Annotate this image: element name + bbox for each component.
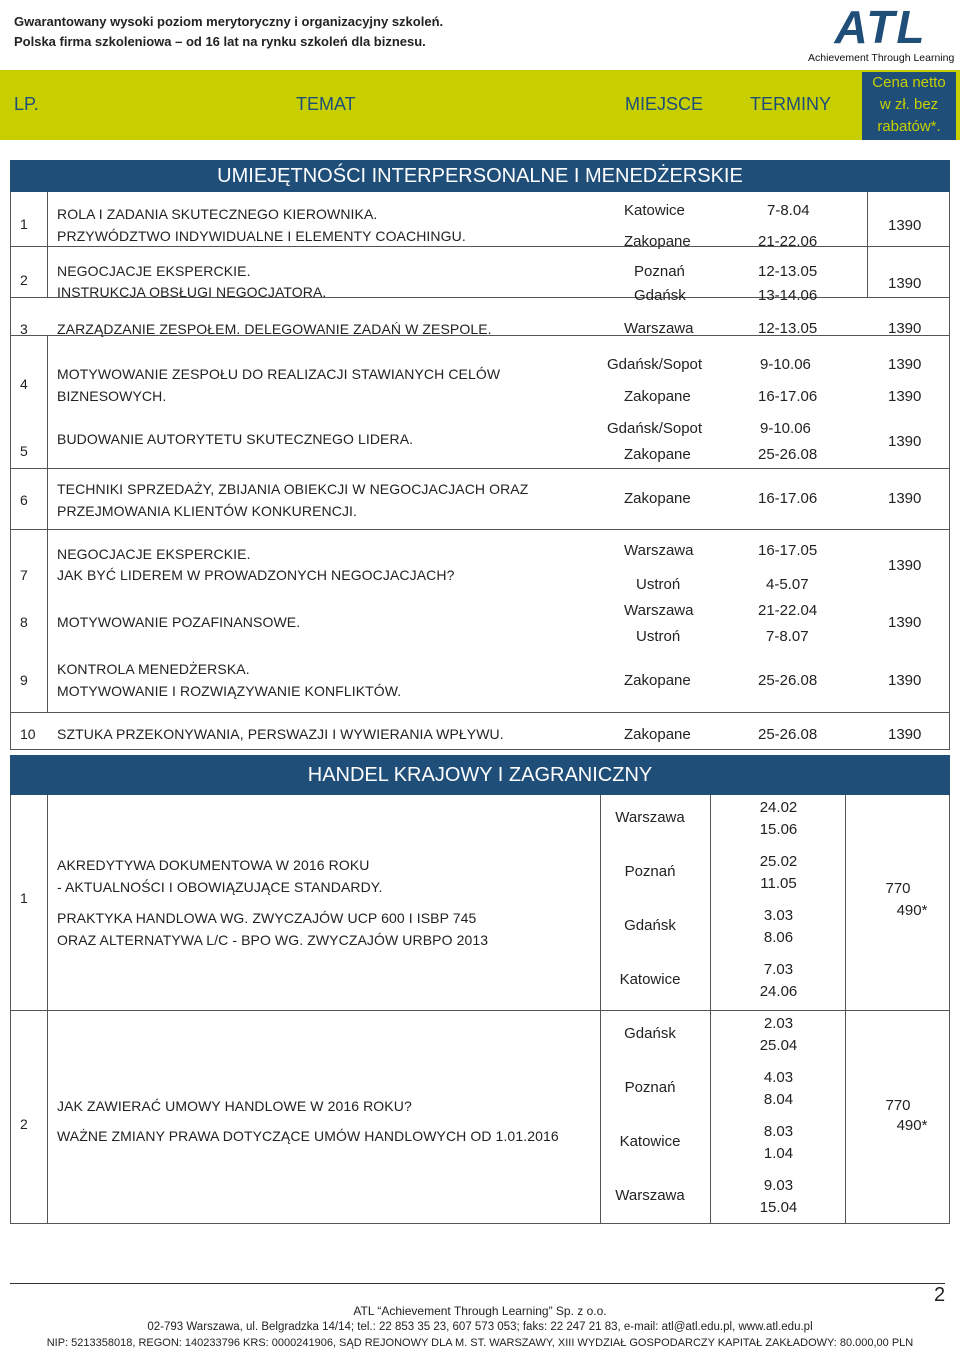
row8-place-2: Ustroń: [636, 628, 681, 645]
col-lp: LP.: [14, 94, 39, 114]
row7-place-1: Warszawa: [624, 542, 694, 559]
tagline-1: Gwarantowany wysoki poziom merytoryczny i organizacyjny szkoleń.: [14, 14, 444, 29]
trade-row2-date-3b: 1.04: [763, 1145, 794, 1162]
row1-place-2: Zakopane: [624, 233, 691, 250]
trade-row1-place-4: Katowice: [619, 971, 681, 988]
trade-row2-place-4: Warszawa: [615, 1187, 685, 1204]
row3-price: 1390: [888, 320, 922, 337]
row3-place: Warszawa: [624, 320, 694, 337]
row6-topic-2: PRZEJMOWANIA KLIENTÓW KONKURENCJI.: [57, 503, 358, 519]
row7-lp: 7: [20, 567, 28, 583]
col-cena-1: Cena netto: [872, 74, 946, 91]
trade-row1-topic-1: AKREDYTYWA DOKUMENTOWA W 2016 ROKU: [57, 857, 370, 873]
row2-lp: 2: [20, 272, 28, 288]
row4-topic-2: BIZNESOWYCH.: [57, 388, 167, 404]
row2-place-1: Poznań: [634, 263, 685, 280]
row1-date-2: 21-22.06: [758, 233, 818, 250]
trade-row1-date-2b: 11.05: [760, 875, 797, 892]
trade-row2-date-4a: 9.03: [763, 1177, 794, 1194]
trade-row1-price-1: 770: [885, 880, 911, 897]
row5-date-2: 25-26.08: [758, 446, 818, 463]
section-title-trade: HANDEL KRAJOWY I ZAGRANICZNY: [10, 755, 950, 795]
page-number: 2: [934, 1284, 946, 1306]
row8-date-2: 7-8.07: [766, 628, 809, 645]
trade-row1-date-4b: 24.06: [759, 983, 798, 1000]
trade-row2-lp: 2: [20, 1116, 28, 1132]
trade-row2-place-1: Gdańsk: [624, 1025, 676, 1042]
trade-row2-date-1b: 25.04: [759, 1037, 798, 1054]
trade-row1-lp: 1: [20, 890, 28, 906]
row8-place-1: Warszawa: [624, 602, 694, 619]
row9-lp: 9: [20, 672, 28, 688]
row2-topic-2: INSTRUKCJA OBSŁUGI NEGOCJATORA.: [57, 284, 327, 300]
trade-row2-date-4b: 15.04: [759, 1199, 798, 1216]
row8-price: 1390: [888, 614, 922, 631]
row4-price-1: 1390: [888, 356, 922, 373]
row7-price: 1390: [888, 557, 922, 574]
row1-topic-1: ROLA I ZADANIA SKUTECZNEGO KIEROWNIKA.: [57, 206, 378, 222]
trade-row1-date-2a: 25.02: [759, 853, 798, 870]
footer-company: ATL “Achievement Through Learning” Sp. z o.o.: [353, 1304, 607, 1318]
trade-row1-place-3: Gdańsk: [624, 917, 676, 934]
row5-place-2: Zakopane: [624, 446, 691, 463]
row7-topic-1: NEGOCJACJE EKSPERCKIE.: [57, 546, 251, 562]
row8-lp: 8: [20, 614, 28, 630]
trade-row1-date-3b: 8.06: [763, 929, 794, 946]
row6-date: 16-17.06: [758, 490, 818, 507]
row2-date-1: 12-13.05: [758, 263, 818, 280]
row9-price: 1390: [888, 672, 922, 689]
trade-row1-date-1b: 15.06: [759, 821, 798, 838]
row9-topic-1: KONTROLA MENEDŻERSKA.: [57, 661, 250, 677]
trade-row1-topic-4: ORAZ ALTERNATYWA L/C - BPO WG. ZWYCZAJÓW URBPO 2013: [57, 932, 489, 948]
row7-date-2: 4-5.07: [766, 576, 809, 593]
row2-topic-1: NEGOCJACJE EKSPERCKIE.: [57, 263, 251, 279]
row10-price: 1390: [888, 726, 922, 743]
trade-row1-topic-3: PRAKTYKA HANDLOWA WG. ZWYCZAJÓW UCP 600 I ISBP 745: [57, 910, 477, 926]
col-cena-3: rabatów*.: [877, 118, 941, 135]
row9-topic-2: MOTYWOWANIE I ROZWIĄZYWANIE KONFLIKTÓW.: [57, 683, 402, 699]
row6-place: Zakopane: [624, 490, 691, 507]
col-miejsce: MIEJSCE: [625, 94, 704, 114]
trade-row1-price-2: 490*: [896, 902, 928, 919]
row4-topic-1: MOTYWOWANIE ZESPOŁU DO REALIZACJI STAWIANYCH CELÓW: [57, 366, 501, 382]
trade-row2-price-2: 490*: [896, 1117, 928, 1134]
row10-place: Zakopane: [624, 726, 691, 743]
row4-place-1: Gdańsk/Sopot: [607, 356, 703, 373]
trade-row2-place-3: Katowice: [619, 1133, 681, 1150]
row5-lp: 5: [20, 443, 28, 459]
row6-topic-1: TECHNIKI SPRZEDAŻY, ZBIJANIA OBIEKCJI W NEGOCJACJACH ORAZ: [57, 481, 529, 497]
footer-divider: [10, 1283, 945, 1284]
trade-row2-date-1a: 2.03: [763, 1015, 794, 1032]
row3-date: 12-13.05: [758, 320, 818, 337]
trade-row1-date-3a: 3.03: [763, 907, 794, 924]
row3-lp: 3: [20, 321, 28, 337]
tagline-2: Polska firma szkoleniowa – od 16 lat na rynku szkoleń dla biznesu.: [14, 34, 426, 49]
trade-row2-date-2b: 8.04: [763, 1091, 794, 1108]
row1-lp: 1: [20, 216, 28, 232]
row4-lp: 4: [20, 376, 28, 392]
row9-place: Zakopane: [624, 672, 691, 689]
footer-address: 02-793 Warszawa, ul. Belgradzka 14/14; tel.: 22 853 35 23, 607 573 053; faks: 22 247 21 83, e-mail: atl@atl.edu.pl, www.atl.edu.pl: [147, 1321, 813, 1333]
trade-row1-date-4a: 7.03: [763, 961, 794, 978]
row5-price: 1390: [888, 433, 922, 450]
row1-place-1: Katowice: [624, 202, 685, 219]
trade-row2-date-2a: 4.03: [763, 1069, 794, 1086]
row6-price: 1390: [888, 490, 922, 507]
row1-topic-2: PRZYWÓDZTWO INDYWIDUALNE I ELEMENTY COACHINGU.: [57, 228, 466, 244]
row2-place-2: Gdańsk: [634, 287, 686, 304]
footer-registration: NIP: 5213358018, REGON: 140233796 KRS: 0000241906, SĄD REJONOWY DLA M. ST. WARSZAWY, XIII WYDZIAŁ GOSPODARCZY KAPITAŁ ZAKŁADOWY: 80.000,00 PLN: [46, 1337, 914, 1349]
row9-date: 25-26.08: [758, 672, 818, 689]
col-terminy: TERMINY: [750, 94, 831, 114]
row8-topic: MOTYWOWANIE POZAFINANSOWE.: [57, 614, 301, 630]
atl-logo: ATL Achievement Through Learning: [808, 1, 955, 64]
section-title-interpersonal: UMIEJĘTNOŚCI INTERPERSONALNE I MENEDŻERSKIE: [10, 160, 950, 192]
trade-row1-place-1: Warszawa: [615, 809, 685, 826]
trade-row1-date-1a: 24.02: [759, 799, 798, 816]
row2-price: 1390: [888, 275, 922, 292]
row10-topic: SZTUKA PRZEKONYWANIA, PERSWAZJI I WYWIERANIA WPŁYWU.: [57, 726, 504, 742]
row1-price: 1390: [888, 217, 922, 234]
col-cena-2: w zł. bez: [879, 96, 939, 113]
row5-date-1: 9-10.06: [760, 420, 811, 437]
col-temat: TEMAT: [296, 94, 356, 114]
trade-row1-topic-2: - AKTUALNOŚCI I OBOWIĄZUJĄCE STANDARDY.: [57, 879, 383, 895]
trade-row2-price-1: 770: [885, 1097, 911, 1114]
row10-date: 25-26.08: [758, 726, 818, 743]
row2-date-2: 13-14.06: [758, 287, 818, 304]
trade-row2-topic-1: JAK ZAWIERAĆ UMOWY HANDLOWE W 2016 ROKU?: [57, 1098, 412, 1114]
trade-row1-place-2: Poznań: [624, 863, 676, 880]
row3-topic: ZARZĄDZANIE ZESPOŁEM. DELEGOWANIE ZADAŃ W ZESPOLE.: [57, 321, 492, 337]
row10-lp: 10: [20, 726, 36, 742]
row4-place-2: Zakopane: [624, 388, 691, 405]
row1-date-1: 7-8.04: [767, 202, 810, 219]
trade-row2-topic-2: WAŻNE ZMIANY PRAWA DOTYCZĄCE UMÓW HANDLOWYCH OD 1.01.2016: [57, 1128, 559, 1144]
trade-row2-date-3a: 8.03: [763, 1123, 794, 1140]
row6-lp: 6: [20, 492, 28, 508]
row5-place-1: Gdańsk/Sopot: [607, 420, 703, 437]
row4-price-2: 1390: [888, 388, 922, 405]
row4-date-2: 16-17.06: [758, 388, 818, 405]
row5-topic: BUDOWANIE AUTORYTETU SKUTECZNEGO LIDERA.: [57, 431, 414, 447]
row7-topic-2: JAK BYĆ LIDEREM W PROWADZONYCH NEGOCJACJACH?: [57, 567, 455, 583]
row4-date-1: 9-10.06: [760, 356, 811, 373]
trade-row2-place-2: Poznań: [624, 1079, 676, 1096]
row8-date-1: 21-22.04: [758, 602, 818, 619]
row7-place-2: Ustroń: [636, 576, 681, 593]
row7-date-1: 16-17.05: [758, 542, 818, 559]
